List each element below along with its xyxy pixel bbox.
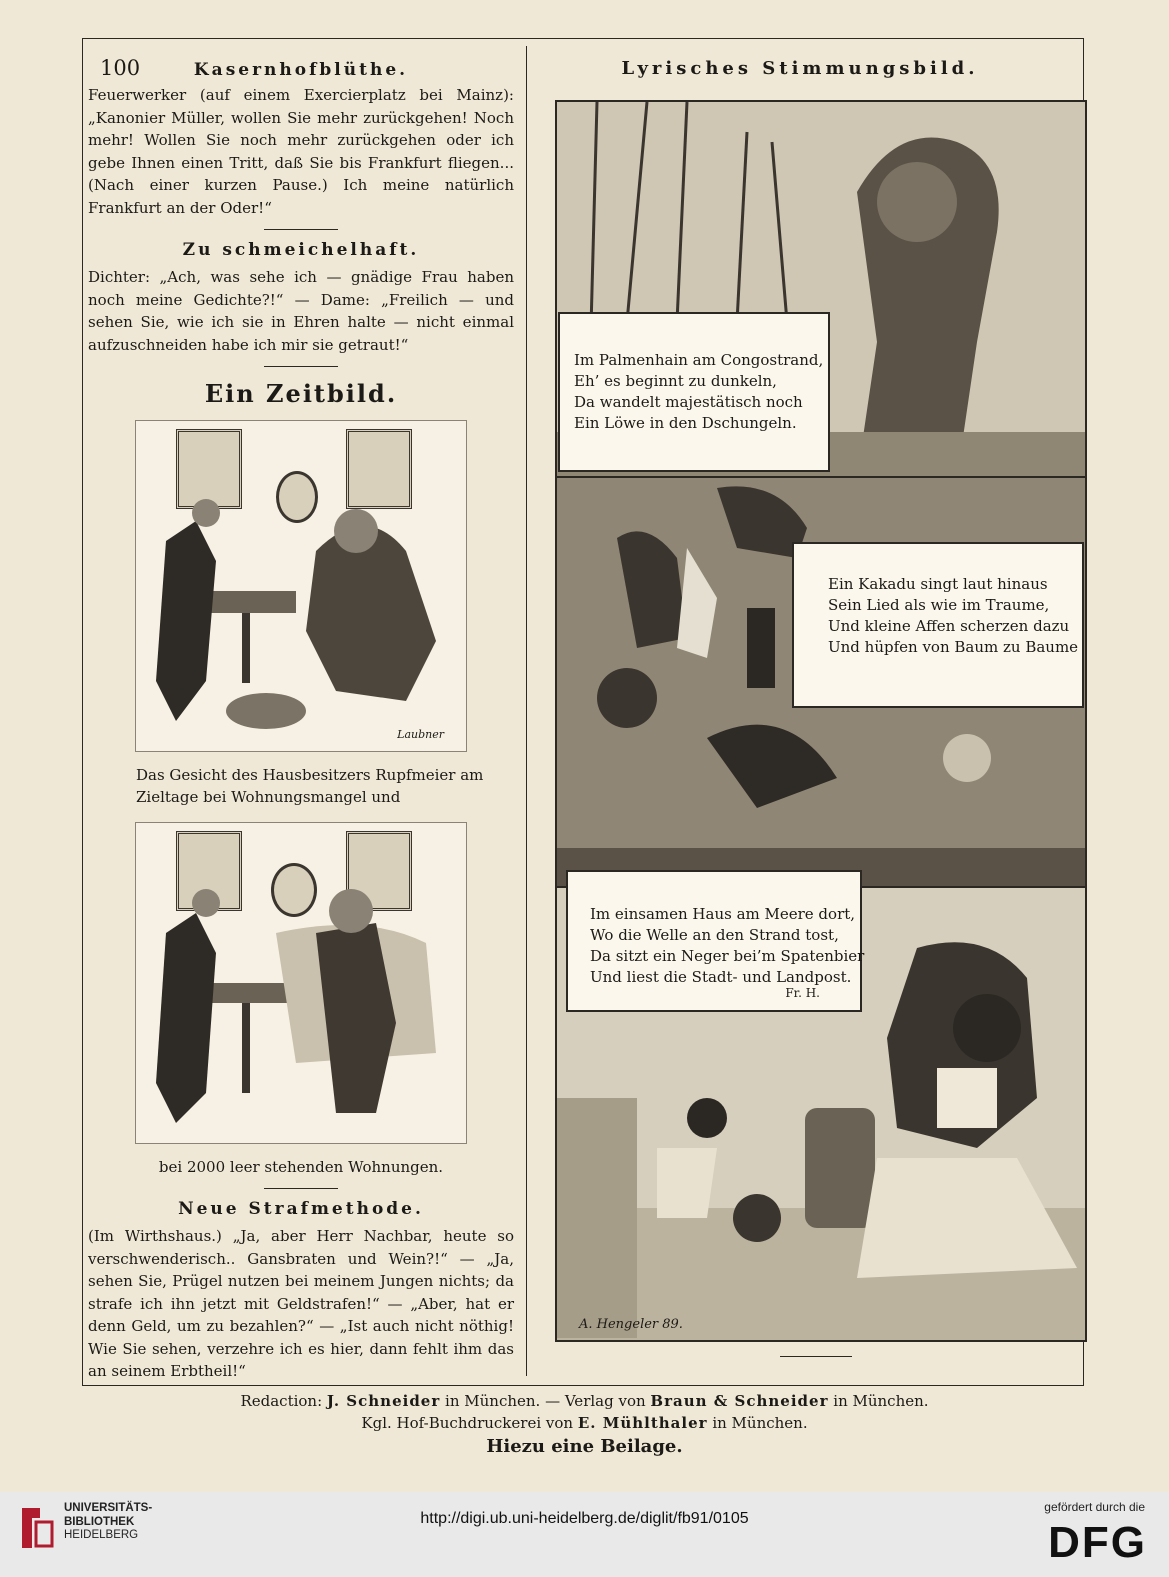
imprint-text: Kgl. Hof-Buchdruckerei von — [361, 1414, 574, 1432]
poem-author: Fr. H. — [785, 986, 820, 1000]
stanza-2-line: Und kleine Affen scherzen dazu — [828, 617, 1070, 635]
left-column — [88, 48, 514, 1383]
stanza-3-line: Da sitzt ein Neger bei’m Spatenbier — [590, 947, 865, 965]
schmeichel-title: Zu schmeichelhaft. — [182, 240, 420, 260]
stanza-2-line: Sein Lied als wie im Traume, — [828, 596, 1050, 614]
divider-rule — [264, 1188, 338, 1189]
artist-signature: A. Hengeler 89. — [579, 1317, 683, 1332]
stanza-3-line: Im einsamen Haus am Meere dort, — [590, 905, 856, 923]
imprint-line-1 — [0, 1392, 1169, 1410]
permalink-url[interactable]: http://digi.ub.uni-heidelberg.de/diglit/fb91/0105 — [420, 1510, 749, 1527]
illustrator-signature: Laubner — [397, 728, 444, 741]
stanza-1-box — [558, 312, 830, 472]
stanza-2-line: Ein Kakadu singt laut hinaus — [828, 575, 1048, 593]
institution-line: BIBLIOTHEK — [64, 1515, 135, 1528]
stanza-3-line: Und liest die Stadt- und Landpost. — [590, 968, 852, 986]
stanza-1-line: Ein Löwe in den Dschungeln. — [574, 414, 797, 432]
strafmethode-text: (Im Wirthshaus.) „Ja, aber Herr Nachbar, heute so verschwenderisch.. Gansbraten und Wein?!“ — „Ja, sehen Sie, Prügel nutzen bei meinem Jungen nichts; da strafe ich ihn jetzt mit Geldstrafen!“ — „Aber, hat er denn Geld, um zu bezahlen?“ — „Ist auch nicht nöthig! Wie Sie sehen, verzehre ich es hier, dann fehlt ihm das an seinem Erbtheil!“ — [88, 1227, 514, 1380]
dfg-logo: DFG — [1048, 1518, 1147, 1567]
stanza-1-line: Eh’ es beginnt zu dunkeln, — [574, 372, 777, 390]
column-divider — [526, 46, 527, 1376]
stanza-2-line: Und hüpfen von Baum zu Baume — [828, 638, 1079, 656]
page-number: 100 — [100, 56, 141, 80]
divider-rule — [780, 1356, 852, 1357]
stanza-3-box — [566, 870, 865, 1012]
stanza-1-line: Im Palmenhain am Congostrand, — [574, 351, 824, 369]
zeitbild-title: Ein Zeitbild. — [204, 379, 398, 408]
imprint-text: in München. — [712, 1414, 808, 1432]
stanza-1-line: Da wandelt majestätisch noch — [574, 393, 803, 411]
supplement-note: Hiezu eine Beilage. — [486, 1436, 683, 1457]
landlord-scene-drawing — [136, 823, 466, 1143]
imprint-text: in München. — [833, 1392, 929, 1410]
imprint-label: Redaction: — [240, 1392, 323, 1410]
digitization-footer — [0, 1492, 1169, 1577]
zeitbild-caption-1: Das Gesicht des Hausbesitzers Rupfmeier am Zieltage bei Wohnungsmangel und — [136, 766, 484, 806]
divider-rule — [264, 366, 338, 367]
stanza-2-box — [792, 542, 1084, 708]
zeitbild-illustration-2 — [135, 822, 467, 1144]
zeitbild-caption-2: bei 2000 leer stehenden Wohnungen. — [158, 1158, 444, 1176]
funded-by-label: gefördert durch die — [1044, 1500, 1145, 1514]
imprint-printer: E. Mühlthaler — [577, 1414, 708, 1432]
kasernhof-title: Kasernhofblüthe. — [193, 60, 409, 80]
imprint-editor: J. Schneider — [326, 1392, 441, 1410]
kasernhof-text: Feuerwerker (auf einem Exercierplatz bei Mainz): „Kanonier Müller, wollen Sie mehr zurückgehen! Noch mehr! Wollen Sie noch mehr zurückgehen oder ich gebe Ihnen einen Tritt, daß Sie bis Frankfurt fliegen... (Nach einer kurzen Pause.) Ich meine natürlich Frankfurt an der Oder!“ — [88, 86, 514, 217]
right-column-title: Lyrisches Stimmungsbild. — [621, 58, 979, 79]
imprint-text: in München. — Verlag von — [445, 1392, 646, 1410]
imprint-publisher: Braun & Schneider — [650, 1392, 829, 1410]
institution-line: UNIVERSITÄTS- — [64, 1502, 153, 1514]
institution-line: HEIDELBERG — [64, 1529, 139, 1541]
zeitbild-illustration-1 — [135, 420, 467, 752]
imprint-line-2 — [0, 1414, 1169, 1432]
strafmethode-title: Neue Strafmethode. — [178, 1199, 424, 1219]
landlord-scene-drawing — [136, 421, 466, 751]
schmeichel-text: Dichter: „Ach, was sehe ich — gnädige Frau haben noch meine Gedichte?!“ — Dame: „Freilich — und sehen Sie, wie ich sie in Ehren halte — nicht einmal aufzuschneiden habe ich mir sie getraut!“ — [88, 268, 514, 354]
divider-rule — [264, 229, 338, 230]
stanza-3-line: Wo die Welle an den Strand tost, — [590, 926, 839, 944]
